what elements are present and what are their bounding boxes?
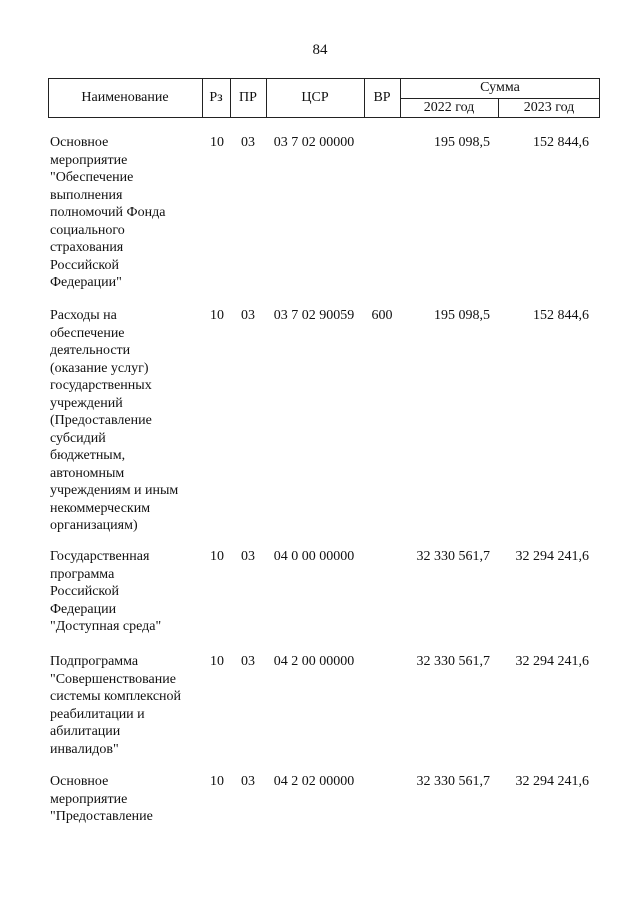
header-csr: ЦСР: [301, 90, 329, 105]
row-rz: 10: [210, 135, 224, 150]
row-rz: 10: [210, 549, 224, 564]
header-name: Наименование: [81, 90, 169, 105]
row-vr: 600: [371, 308, 393, 323]
row-rz: 10: [210, 654, 224, 669]
row-sum-2023: 152 844,6: [533, 308, 589, 323]
row-sum-2023: 152 844,6: [533, 135, 589, 150]
row-csr: 04 2 00 00000: [273, 654, 355, 669]
row-csr: 04 2 02 00000: [273, 774, 355, 789]
row-sum-2022: 195 098,5: [434, 135, 490, 150]
row-sum-2023: 32 294 241,6: [515, 654, 589, 669]
row-pr: 03: [241, 654, 255, 669]
row-name: Расходы на обеспечение деятельности (оказание услуг) государственных учреждений (Предоставление субсидий бюджетным, автономным учреждениям и иным некоммерческим организациям): [50, 308, 179, 533]
row-sum-2022: 32 330 561,7: [416, 654, 490, 669]
page-number: 84: [312, 42, 328, 58]
row-pr: 03: [241, 774, 255, 789]
header-pr: ПР: [239, 90, 257, 105]
header-year-2022: 2022 год: [423, 100, 475, 115]
row-sum-2022: 32 330 561,7: [416, 549, 490, 564]
row-csr: 03 7 02 90059: [273, 308, 355, 323]
header-year-2023: 2023 год: [523, 100, 575, 115]
row-sum-2023: 32 294 241,6: [515, 774, 589, 789]
row-csr: 03 7 02 00000: [273, 135, 355, 150]
row-rz: 10: [210, 308, 224, 323]
row-name: Подпрограмма "Совершенствование системы комплексной реабилитации и абилитации инвалидов": [50, 654, 182, 757]
row-name: Основное мероприятие "Предоставление: [50, 774, 153, 824]
header-sum: Сумма: [480, 80, 520, 95]
row-sum-2022: 32 330 561,7: [416, 774, 490, 789]
row-csr: 04 0 00 00000: [273, 549, 355, 564]
header-vr: ВР: [373, 90, 391, 105]
table-header: [48, 78, 600, 118]
row-sum-2023: 32 294 241,6: [515, 549, 589, 564]
row-name: Государственная программа Российской Федерации "Доступная среда": [50, 549, 162, 634]
row-sum-2022: 195 098,5: [434, 308, 490, 323]
row-pr: 03: [241, 135, 255, 150]
row-name: Основное мероприятие "Обеспечение выполнения полномочий Фонда социального страхования Российской Федерации": [50, 135, 166, 290]
row-rz: 10: [210, 774, 224, 789]
header-rz: Рз: [209, 90, 223, 105]
row-pr: 03: [241, 308, 255, 323]
row-pr: 03: [241, 549, 255, 564]
